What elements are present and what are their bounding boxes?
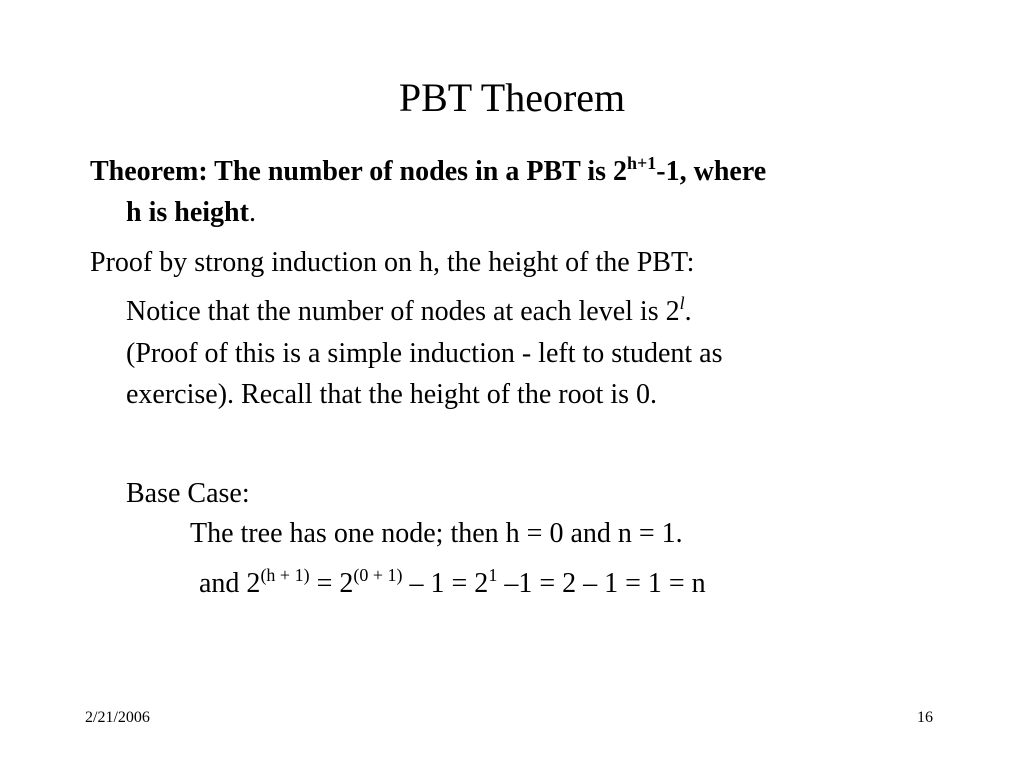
footer-date: 2/21/2006 — [85, 709, 150, 726]
eq-part-1: and 2 — [199, 568, 261, 599]
base-case-equation — [199, 567, 706, 601]
slide-title: PBT Theorem — [398, 75, 626, 120]
theorem-height-text: h is height — [126, 197, 249, 228]
eq-exp-2: (0 + 1) — [353, 565, 403, 585]
notice-line-2: (Proof of this is a simple induction - left to student as — [126, 338, 723, 369]
notice-line-3: exercise). Recall that the height of the root is 0. — [126, 379, 658, 410]
proof-intro: Proof by strong induction on h, the height of the PBT: — [90, 247, 695, 278]
notice-exponent: l — [679, 293, 685, 313]
theorem-period: . — [248, 197, 256, 228]
notice-line-1-text: Notice that the number of nodes at each level is 2 — [126, 296, 680, 327]
footer-page-number: 16 — [917, 709, 933, 726]
eq-exp-1: (h + 1) — [260, 565, 310, 585]
notice-line-1 — [126, 295, 692, 329]
theorem-exponent: h+1 — [627, 153, 657, 173]
theorem-line-2 — [126, 196, 256, 230]
eq-part-3: – 1 = 2 — [402, 568, 489, 599]
theorem-suffix: -1, where — [656, 156, 767, 187]
theorem-line-1 — [90, 155, 766, 189]
eq-part-2: = 2 — [309, 568, 354, 599]
base-case-heading: Base Case: — [126, 478, 250, 509]
base-case-line-1: The tree has one node; then h = 0 and n = 1. — [190, 518, 683, 549]
theorem-prefix: Theorem: The number of nodes in a PBT is 2 — [90, 156, 628, 187]
eq-part-4: –1 = 2 – 1 = 1 = n — [497, 568, 706, 599]
notice-line-1-end: . — [684, 296, 692, 327]
eq-exp-3: 1 — [488, 565, 498, 585]
